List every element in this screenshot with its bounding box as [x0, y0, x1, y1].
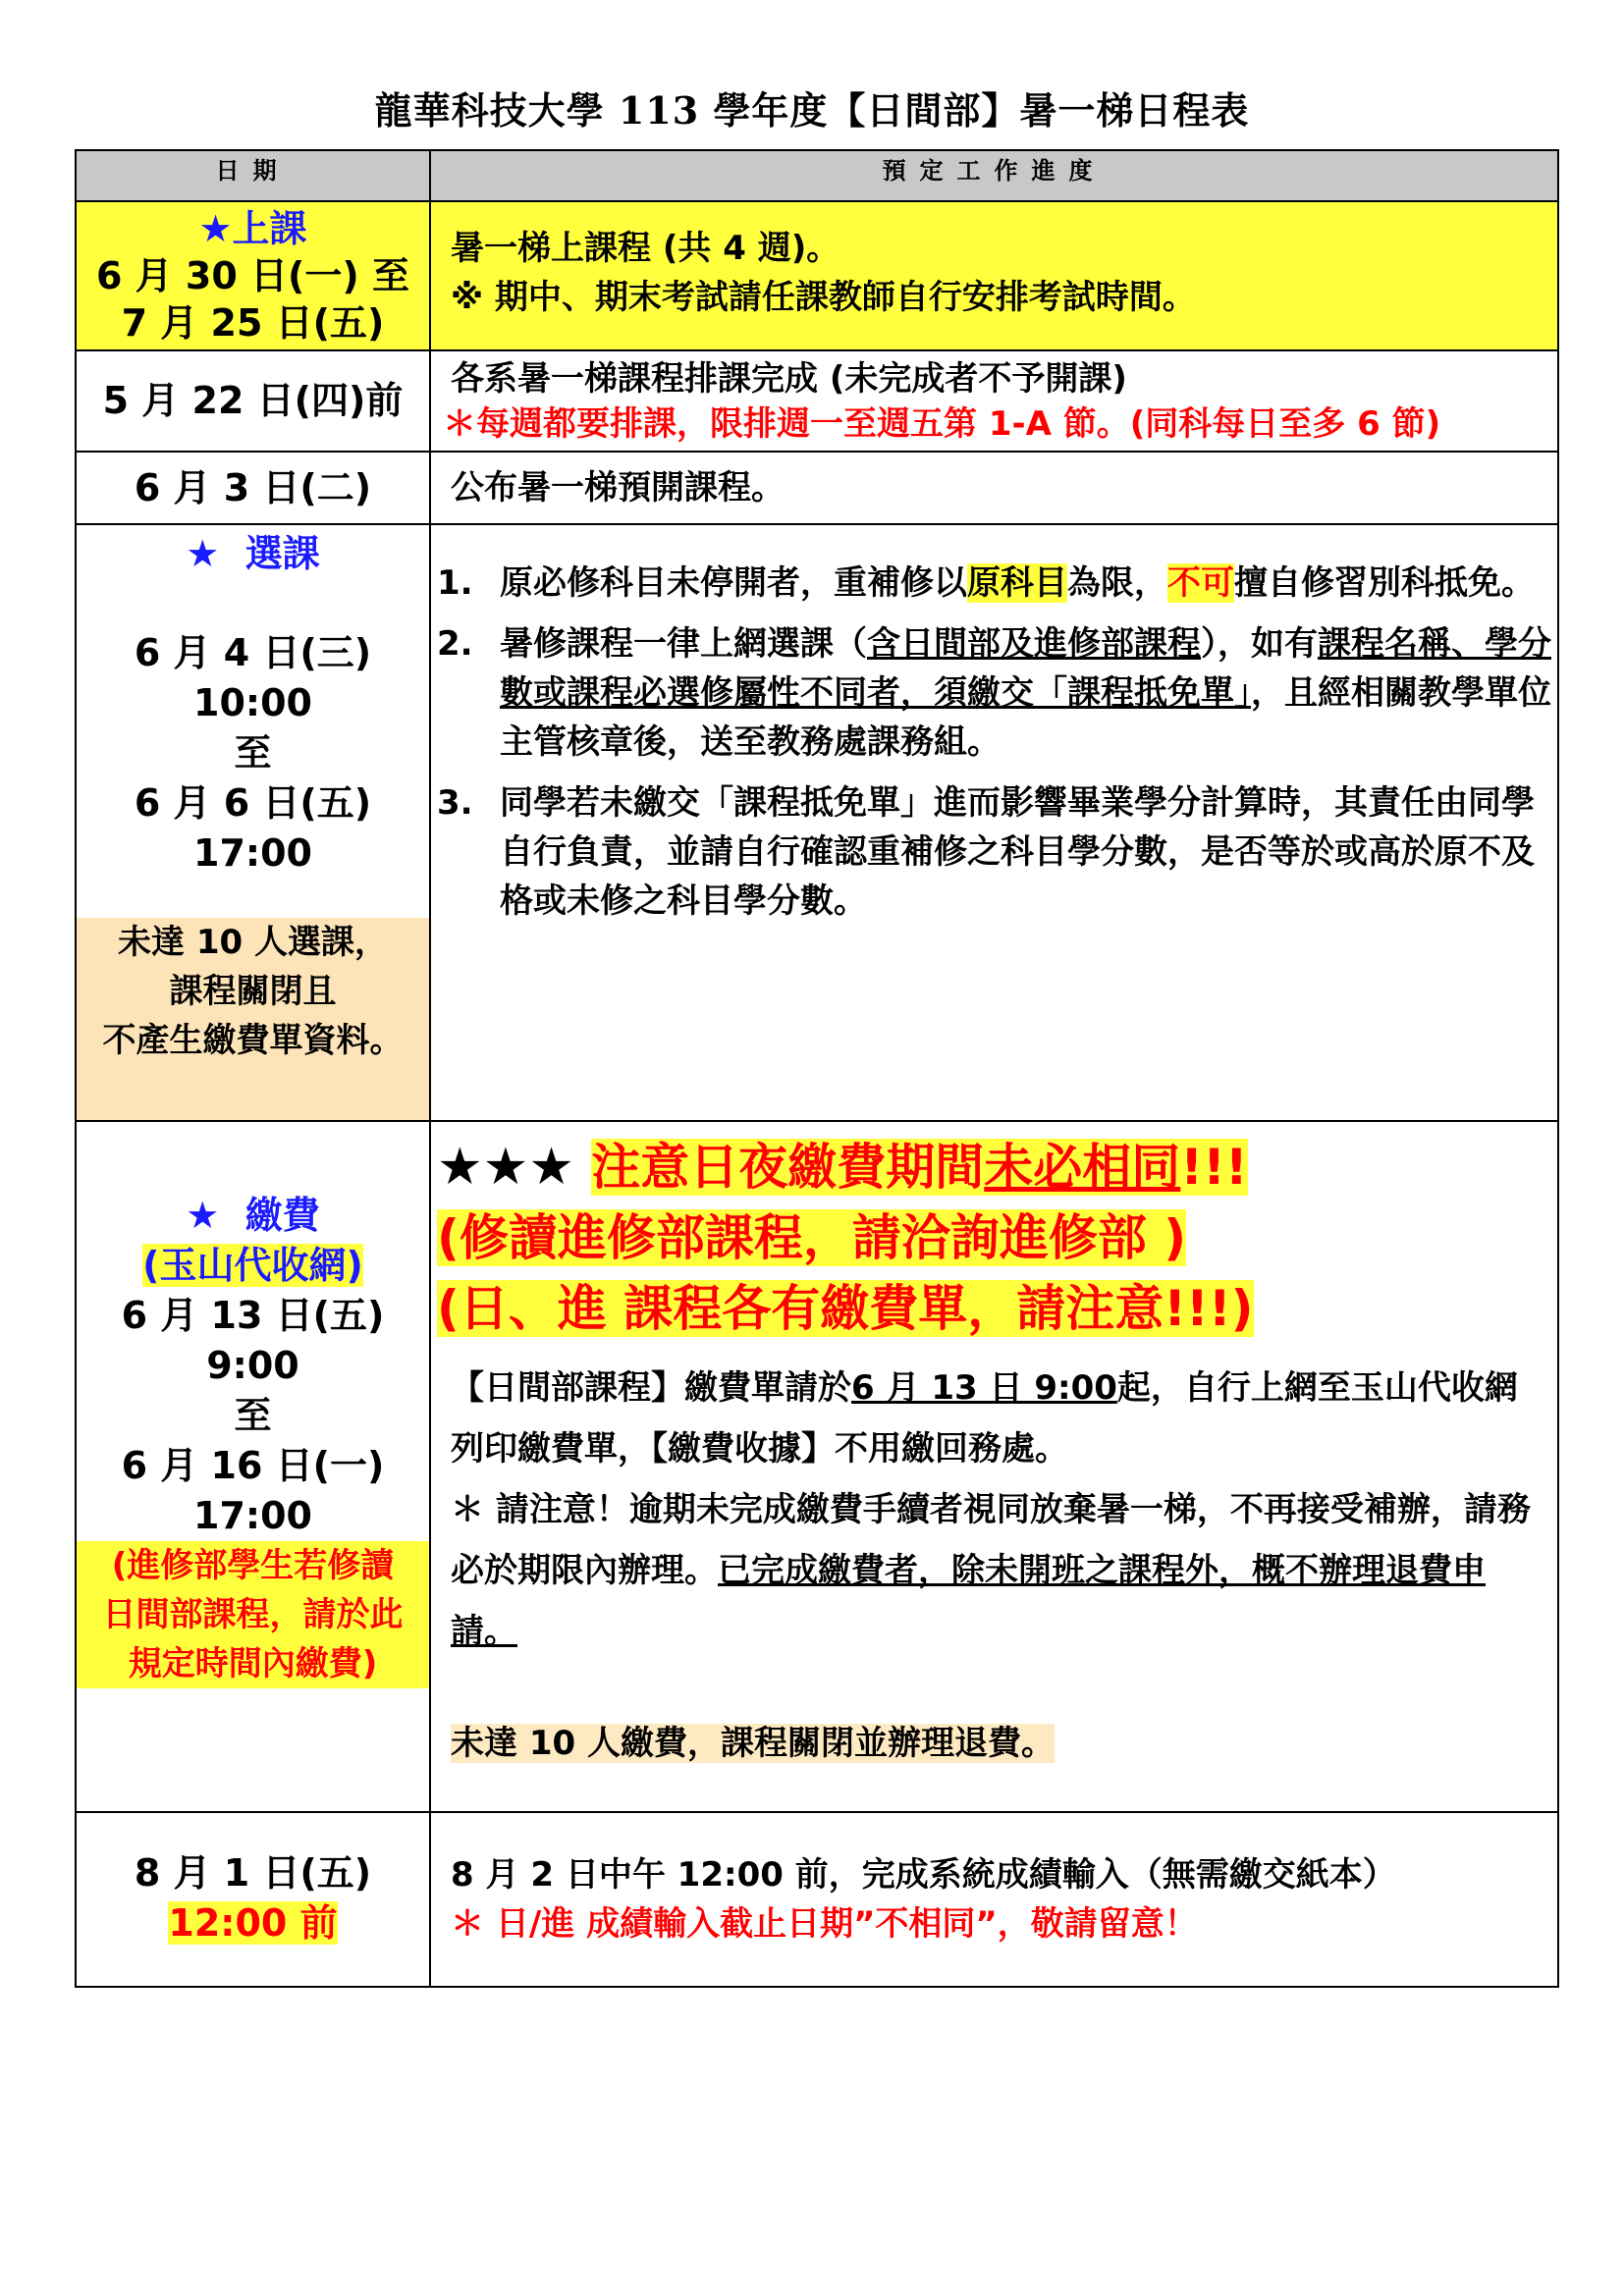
payment-warning-2: (修讀進修部課程，請洽詢進修部 )	[437, 1209, 1187, 1266]
selection-note-line1: 未達 10 人選課，	[118, 923, 388, 962]
announce-date-cell	[76, 452, 430, 524]
grades-time: 12:00 前	[168, 1901, 338, 1945]
class-date-end: 7 月 25 日(五)	[121, 301, 385, 345]
header-date: 日期	[76, 150, 430, 201]
grades-date: 8 月 1 日(五)	[134, 1851, 372, 1895]
highlight-not-allowed: 不可	[1167, 563, 1234, 603]
payment-paragraph-2: ＊ 請注意！逾期未完成繳費手續者視同放棄暑一梯，不再接受補辦，請務必於期限內辦理。已完成繳費者，除未開班之課程外，概不辦理退費申請。	[451, 1490, 1531, 1651]
payment-sub: (玉山代收網)	[142, 1244, 363, 1287]
selection-date-end: 6 月 6 日(五)	[134, 781, 372, 825]
selection-time-start: 10:00	[193, 681, 312, 724]
row-payment	[76, 1121, 1558, 1812]
scheduling-line2: ＊每週都要排課，限排週一至週五第 1-A 節。(同科每日至多 6 節)	[443, 403, 1441, 444]
class-date-start: 6 月 30 日(一) 至	[96, 254, 409, 297]
list-item: 1. 原必修科目未停開者，重補修以原科目為限，不可擅自修習別科抵免。	[431, 559, 1557, 608]
class-line1: 暑一梯上課程 (共 4 週)。	[451, 229, 840, 268]
list-item: 3. 同學若未繳交「課程抵免單」進而影響畢業學分計算時，其責任由同學自行負責，並請自行確認重補修之科目學分數，是否等於或高於原不及格或未修之科目學分數。	[431, 778, 1557, 926]
row-selection	[76, 524, 1558, 1121]
payment-task-cell: ★★★ 注意日夜繳費期間未必相同!!! (修讀進修部課程，請洽詢進修部 ) (日、進 課程各有繳費單，請注意!!!) 【日間部課程】繳費單請於6 月 13 日 9:00起，自行上網至玉山代收網列印繳費單，【繳費收據】不用繳回務處。 ＊ 請注意！逾期未完成繳費手續者視同放棄暑一梯，不再接受補辦，請務必於期限內辦理。已完成繳費者，除未開班之課程外，概不辦理退費申請。 未達 10 人繳費，課程關閉並辦理退費。	[430, 1121, 1558, 1812]
item-number: 2.	[437, 624, 473, 664]
selection-date-start: 6 月 4 日(三)	[134, 631, 372, 674]
row-scheduling	[76, 350, 1558, 452]
payment-warning-3: (日、進 課程各有繳費單，請注意!!!)	[437, 1280, 1254, 1337]
selection-note-line3: 不產生繳費單資料。	[102, 1021, 404, 1060]
grades-line1: 8 月 2 日中午 12:00 前，完成系統成績輸入（無需繳交紙本）	[451, 1855, 1396, 1895]
scheduling-line1: 各系暑一梯課程排課完成 (未完成者不予開課)	[451, 358, 1127, 399]
payment-time-start: 9:00	[206, 1344, 299, 1387]
page-title: 龍華科技大學 113 學年度【日間部】暑一梯日程表	[374, 88, 1250, 133]
item-number: 3.	[437, 783, 473, 823]
table-header-row	[76, 150, 1558, 201]
highlight-original-subject: 原科目	[967, 563, 1067, 603]
schedule-table	[75, 149, 1559, 1988]
grades-date-cell	[76, 1812, 430, 1987]
selection-time-end: 17:00	[193, 831, 312, 875]
payment-paragraph-1: 【日間部課程】繳費單請於6 月 13 日 9:00起，自行上網至玉山代收網列印繳費單，【繳費收據】不用繳回務處。	[451, 1368, 1518, 1468]
row-announce	[76, 452, 1558, 524]
star-icon: ★	[198, 207, 233, 250]
star-icon: ★	[186, 1194, 220, 1237]
list-item: 2. 暑修課程一律上網選課（含日間部及進修部課程），如有課程名稱、學分數或課程必選修屬性不同者，須繳交「課程抵免單」，且經相關教學單位主管核章後，送至教務處課務組。	[431, 619, 1557, 767]
payment-red-note: (進修部學生若修讀 日間部課程，請於此 規定時間內繳費)	[77, 1541, 429, 1688]
announce-date: 6 月 3 日(二)	[134, 465, 372, 509]
announce-line1: 公布暑一梯預開課程。	[451, 468, 785, 507]
selection-date-cell	[76, 524, 430, 1121]
selection-task-cell	[430, 524, 1558, 1121]
selection-rules-list	[431, 559, 1557, 926]
selection-to: 至	[234, 731, 272, 774]
payment-date-start: 6 月 13 日(五)	[121, 1294, 385, 1337]
scheduling-task-cell	[430, 350, 1558, 452]
row-class	[76, 201, 1558, 350]
grades-line2: ＊ 日/進 成績輸入截止日期”不相同”，敬請留意！	[451, 1904, 1198, 1944]
class-label: 上課	[232, 207, 307, 250]
announce-task-cell	[430, 452, 1558, 524]
scheduling-date-cell	[76, 350, 430, 452]
scheduling-date: 5 月 22 日(四)前	[102, 379, 404, 422]
payment-refund-note: 未達 10 人繳費，課程關閉並辦理退費。	[451, 1724, 1055, 1763]
selection-note	[77, 918, 429, 1120]
payment-time-end: 17:00	[193, 1494, 312, 1537]
payment-date-cell	[76, 1121, 430, 1812]
header-task: 預定工作進度	[430, 150, 1558, 201]
payment-to: 至	[234, 1394, 272, 1437]
row-grades	[76, 1812, 1558, 1987]
payment-label: 繳費	[244, 1194, 320, 1237]
item-number: 1.	[437, 563, 473, 603]
star-icon: ★	[186, 532, 220, 575]
grades-task-cell	[430, 1812, 1558, 1987]
class-task-cell	[430, 201, 1558, 350]
selection-label: 選課	[244, 532, 320, 575]
three-stars-icon: ★★★	[437, 1138, 574, 1197]
payment-warning-1: 注意日夜繳費期間	[591, 1139, 985, 1196]
selection-note-line2: 課程關閉且	[169, 972, 337, 1011]
payment-date-end: 6 月 16 日(一)	[121, 1444, 385, 1487]
class-line2: ※ 期中、期末考試請任課教師自行安排考試時間。	[451, 278, 1196, 317]
class-date-cell	[76, 201, 430, 350]
